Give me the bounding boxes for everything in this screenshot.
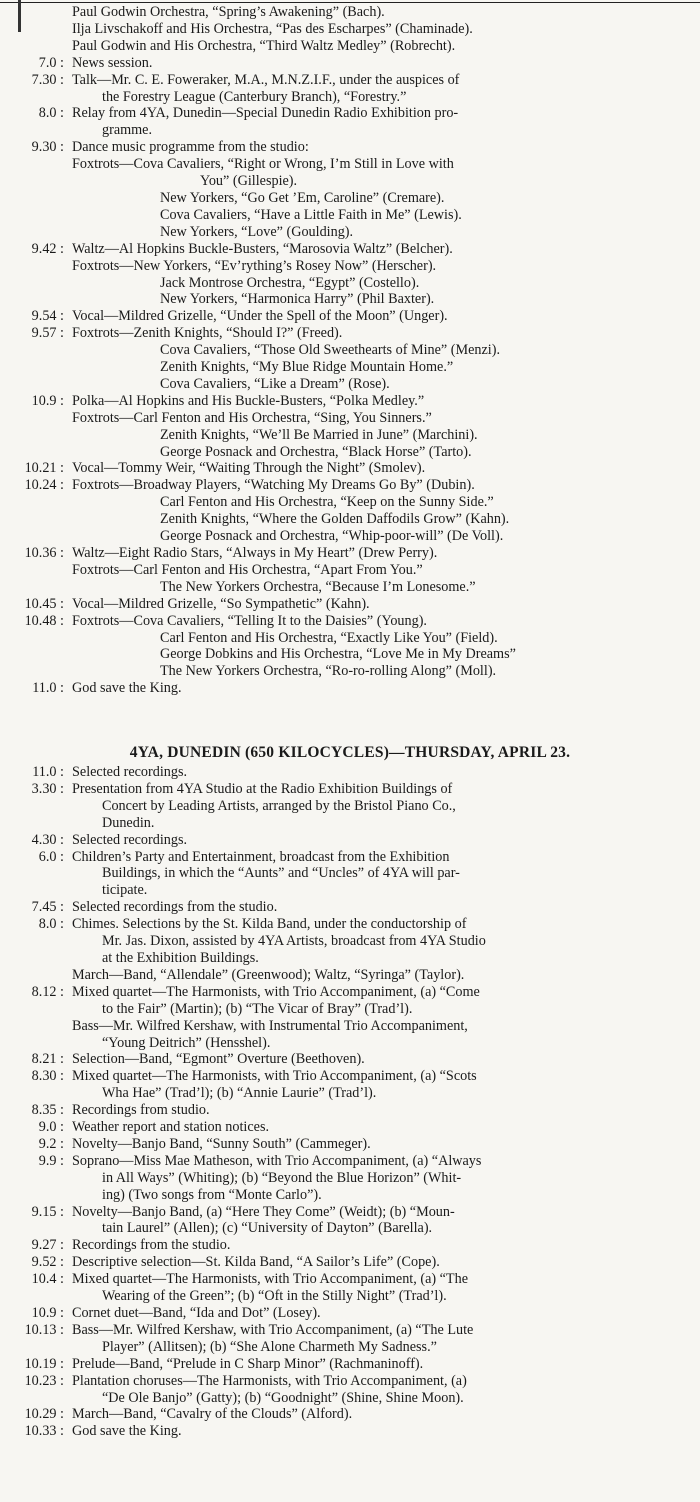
entry-text: Cova Cavaliers, “Like a Dream” (Rose).	[160, 375, 390, 392]
programme-entry	[0, 1322, 700, 1356]
entry-time: 8.12 :	[31, 983, 64, 1000]
entry-line	[0, 308, 700, 325]
entry-text: ing) (Two songs from “Monte Carlo”).	[102, 1186, 322, 1203]
programme-entry	[0, 1305, 700, 1322]
entry-line	[0, 342, 700, 359]
entry-time: 9.15 :	[31, 1203, 64, 1220]
entry-text: Zenith Knights, “My Blue Ridge Mountain Home.”	[160, 359, 454, 376]
entry-time: 10.4 :	[31, 1271, 64, 1288]
entry-time: 9.57 :	[31, 325, 64, 342]
entry-text: Children’s Party and Entertainment, broadcast from the Exhibition	[72, 848, 450, 865]
programme-entry	[0, 1356, 700, 1373]
entry-line	[0, 1373, 700, 1390]
entry-time: 8.0 :	[38, 916, 64, 933]
entry-text: Mixed quartet—The Harmonists, with Trio Accompaniment, (a) “Come	[72, 983, 480, 1000]
entry-text: Cova Cavaliers, “Those Old Sweethearts of Mine” (Menzi).	[160, 342, 501, 359]
entry-line	[0, 1356, 700, 1373]
entry-time: 10.24 :	[24, 477, 64, 494]
entry-line	[0, 224, 700, 241]
entry-line	[0, 38, 700, 55]
programme-entry	[0, 916, 700, 984]
entry-line	[0, 325, 700, 342]
programme-entry	[0, 1102, 700, 1119]
entry-text: Selected recordings from the studio.	[72, 899, 278, 916]
entry-line	[0, 494, 700, 511]
programme-entry	[0, 1153, 700, 1204]
entry-line	[0, 444, 700, 461]
entry-line	[0, 815, 700, 832]
entry-text: Foxtrots—Carl Fenton and His Orchestra, “Apart From You.”	[72, 561, 423, 578]
entry-text: in All Ways” (Whiting); (b) “Beyond the Blue Horizon” (Whit-	[102, 1169, 462, 1186]
entry-time: 10.29 :	[24, 1406, 64, 1423]
entry-text: News session.	[72, 54, 153, 71]
entry-line	[0, 680, 700, 697]
entry-text: Foxtrots—Carl Fenton and His Orchestra, “Sing, You Sinners.”	[72, 409, 432, 426]
entry-text: Novelty—Banjo Band, (a) “Here They Come” (Weidt); (b) “Moun-	[72, 1203, 455, 1220]
entry-time: 10.19 :	[24, 1355, 64, 1372]
entry-line	[0, 427, 700, 444]
entry-time: 9.2 :	[38, 1135, 64, 1152]
entry-time: 7.0 :	[38, 54, 64, 71]
entry-time: 10.23 :	[24, 1372, 64, 1389]
entry-text: Bass—Mr. Wilfred Kershaw, with Instrumental Trio Accompaniment,	[72, 1017, 468, 1034]
entry-text: Player” (Allitsen); (b) “She Alone Charmeth My Sadness.”	[102, 1338, 437, 1355]
entry-line	[0, 1406, 700, 1423]
entry-line	[0, 376, 700, 393]
entry-line	[0, 275, 700, 292]
entry-text: God save the King.	[72, 1423, 182, 1440]
programme-entry	[0, 1271, 700, 1305]
entry-line	[0, 1187, 700, 1204]
entry-line	[0, 984, 700, 1001]
entry-time: 9.30 :	[31, 139, 64, 156]
entry-line	[0, 1068, 700, 1085]
entry-text: Ilja Livschakoff and His Orchestra, “Pas des Escharpes” (Chaminade).	[72, 20, 473, 37]
entry-text: George Dobkins and His Orchestra, “Love Me in My Dreams”	[160, 646, 516, 663]
entry-text: at the Exhibition Buildings.	[102, 949, 259, 966]
entry-time: 4.30 :	[31, 831, 64, 848]
entry-line	[0, 562, 700, 579]
programme-entry	[0, 4, 700, 55]
entry-text: Recordings from studio.	[72, 1102, 210, 1119]
entry-line	[0, 55, 700, 72]
entry-time: 8.30 :	[31, 1068, 64, 1085]
entry-time: 10.33 :	[24, 1423, 64, 1440]
entry-line	[0, 1339, 700, 1356]
entry-line	[0, 882, 700, 899]
entry-text: You” (Gillespie).	[200, 173, 298, 190]
entry-text: George Posnack and Orchestra, “Whip-poor-will” (De Voll).	[160, 528, 504, 545]
entry-time: 10.48 :	[24, 612, 64, 629]
entry-line	[0, 4, 700, 21]
entry-text: Selection—Band, “Egmont” Overture (Beethoven).	[72, 1051, 365, 1068]
programme-entry	[0, 1051, 700, 1068]
entry-line	[0, 173, 700, 190]
entry-text: Buildings, in which the “Aunts” and “Uncles” of 4YA will par-	[102, 865, 460, 882]
entry-text: Wearing of the Green”; (b) “Oft in the Stilly Night” (Trad’l).	[102, 1288, 447, 1305]
entry-text: Vocal—Mildred Grizelle, “So Sympathetic” (Kahn).	[72, 595, 370, 612]
entry-text: the Forestry League (Canterbury Branch), “Forestry.”	[102, 88, 407, 105]
entry-text: Selected recordings.	[72, 831, 188, 848]
entry-text: Foxtrots—Cova Cavaliers, “Telling It to the Daisies” (Young).	[72, 612, 427, 629]
entry-line	[0, 646, 700, 663]
entry-text: Waltz—Eight Radio Stars, “Always in My Heart” (Drew Perry).	[72, 545, 438, 561]
programme-entry	[0, 139, 700, 240]
entry-text: tain Laurel” (Allen); (c) “University of Dayton” (Barella).	[102, 1220, 433, 1237]
programme-entry	[0, 55, 700, 72]
entry-line	[0, 630, 700, 647]
entry-line	[0, 1390, 700, 1407]
entry-text: Paul Godwin and His Orchestra, “Third Waltz Medley” (Robrecht).	[72, 37, 456, 54]
programme-entry	[0, 393, 700, 461]
entry-time: 7.45 :	[31, 899, 64, 916]
programme-entry	[0, 613, 700, 681]
entry-text: The New Yorkers Orchestra, “Because I’m Lonesome.”	[160, 578, 476, 595]
entry-text: Jack Montrose Orchestra, “Egypt” (Costello).	[160, 274, 420, 291]
station-heading: 4YA, DUNEDIN (650 KILOCYCLES)—THURSDAY, APRIL 23.	[129, 744, 571, 761]
entry-time: 3.30 :	[31, 780, 64, 797]
entry-line	[0, 139, 700, 156]
entry-text: to the Fair” (Martin); (b) “The Vicar of Bray” (Trad’l).	[102, 1000, 413, 1017]
entry-text: New Yorkers, “Go Get ’Em, Caroline” (Cremare).	[160, 189, 445, 206]
entry-time: 9.27 :	[31, 1237, 64, 1254]
entry-line	[0, 1322, 700, 1339]
entry-text: Waltz—Al Hopkins Buckle-Busters, “Marosovia Waltz” (Belcher).	[72, 240, 453, 257]
entry-text: Relay from 4YA, Dunedin—Special Dunedin Radio Exhibition pro-	[72, 105, 459, 122]
entry-time: 9.0 :	[38, 1119, 64, 1136]
entry-text: Carl Fenton and His Orchestra, “Keep on the Sunny Side.”	[160, 494, 494, 511]
entry-text: Plantation choruses—The Harmonists, with Trio Accompaniment, (a)	[72, 1372, 467, 1389]
entry-line	[0, 1136, 700, 1153]
entry-text: Mr. Jas. Dixon, assisted by 4YA Artists, broadcast from 4YA Studio	[102, 933, 486, 950]
entry-time: 9.42 :	[31, 240, 64, 257]
entry-time: 10.13 :	[24, 1321, 64, 1338]
entry-line	[0, 916, 700, 933]
programme-entry	[0, 1254, 700, 1271]
programme-entry	[0, 1119, 700, 1136]
entry-line	[0, 579, 700, 596]
programme-entry	[0, 680, 700, 697]
entry-text: Carl Fenton and His Orchestra, “Exactly Like You” (Field).	[160, 629, 498, 646]
programme-entry	[0, 984, 700, 1052]
programme-entry	[0, 1237, 700, 1254]
entry-line	[0, 190, 700, 207]
entry-time: 9.54 :	[31, 308, 64, 325]
entry-line	[0, 241, 700, 258]
entry-text: Cornet duet—Band, “Ida and Dot” (Losey).	[72, 1305, 321, 1321]
entry-text: Vocal—Mildred Grizelle, “Under the Spell of the Moon” (Unger).	[72, 308, 448, 325]
entry-line	[0, 1204, 700, 1221]
entry-text: Recordings from the studio.	[72, 1237, 231, 1254]
entry-line	[0, 393, 700, 410]
entry-line	[0, 528, 700, 545]
programme-entry	[0, 1423, 700, 1440]
entry-time: 10.45 :	[24, 595, 64, 612]
entry-text: “Young Deitrich” (Hensshel).	[102, 1034, 271, 1051]
entry-line	[0, 1170, 700, 1187]
programme-entry	[0, 1406, 700, 1423]
entry-text: Polka—Al Hopkins and His Buckle-Busters, “Polka Medley.”	[72, 392, 425, 409]
entry-line	[0, 89, 700, 106]
entry-text: Foxtrots—New Yorkers, “Ev’rything’s Rosey Now” (Herscher).	[72, 257, 437, 274]
entry-line	[0, 1153, 700, 1170]
entry-text: Wha Hae” (Trad’l); (b) “Annie Laurie” (Trad’l).	[102, 1085, 377, 1102]
entry-line	[0, 410, 700, 427]
programme-entry	[0, 764, 700, 781]
entry-text: Dance music programme from the studio:	[72, 139, 309, 156]
programme-entry	[0, 781, 700, 832]
entry-line	[0, 1001, 700, 1018]
programme-entry	[0, 899, 700, 916]
programme-entry	[0, 325, 700, 393]
entry-time: 11.0 :	[32, 764, 64, 780]
entry-text: gramme.	[102, 122, 153, 139]
entry-line	[0, 933, 700, 950]
entry-text: Dunedin.	[102, 814, 155, 831]
entry-text: Soprano—Miss Mae Matheson, with Trio Accompaniment, (a) “Always	[72, 1152, 482, 1169]
entry-line	[0, 781, 700, 798]
programme-4ya	[0, 764, 700, 1440]
programme-entry	[0, 460, 700, 477]
entry-line	[0, 511, 700, 528]
entry-text: Descriptive selection—St. Kilda Band, “A Sailor’s Life” (Cope).	[72, 1254, 440, 1271]
entry-text: The New Yorkers Orchestra, “Ro-ro-rolling Along” (Moll).	[160, 663, 497, 680]
entry-line	[0, 1254, 700, 1271]
entry-line	[0, 105, 700, 122]
entry-line	[0, 613, 700, 630]
entry-time: 8.21 :	[31, 1051, 64, 1068]
entry-line	[0, 1051, 700, 1068]
entry-line	[0, 122, 700, 139]
entry-time: 11.0 :	[32, 680, 64, 697]
entry-time: 10.36 :	[24, 545, 64, 561]
entry-line	[0, 21, 700, 38]
entry-time: 9.52 :	[31, 1254, 64, 1271]
programme-entry	[0, 545, 700, 596]
entry-line	[0, 359, 700, 376]
entry-line	[0, 258, 700, 275]
programme-entry	[0, 477, 700, 545]
entry-text: Zenith Knights, “Where the Golden Daffodils Grow” (Kahn).	[160, 511, 510, 528]
entry-line	[0, 1271, 700, 1288]
entry-line	[0, 849, 700, 866]
entry-line	[0, 1085, 700, 1102]
entry-time: 9.9 :	[38, 1152, 64, 1169]
programme-entry	[0, 596, 700, 613]
entry-text: Concert by Leading Artists, arranged by the Bristol Piano Co.,	[102, 797, 456, 814]
programme-entry	[0, 72, 700, 106]
entry-line	[0, 1018, 700, 1035]
programme-entry	[0, 241, 700, 309]
entry-line	[0, 1220, 700, 1237]
entry-text: Foxtrots—Broadway Players, “Watching My Dreams Go By” (Dubin).	[72, 477, 475, 494]
entry-text: Chimes. Selections by the St. Kilda Band, under the conductorship of	[72, 916, 467, 933]
entry-text: Paul Godwin Orchestra, “Spring’s Awakening” (Bach).	[72, 4, 385, 20]
entry-text: George Posnack and Orchestra, “Black Horse” (Tarto).	[160, 443, 472, 460]
entry-text: Vocal—Tommy Weir, “Waiting Through the Night” (Smolev).	[72, 460, 426, 477]
programme-entry	[0, 1068, 700, 1102]
programme-entry	[0, 1373, 700, 1407]
entry-line	[0, 950, 700, 967]
programme-3ya	[0, 4, 700, 697]
entry-time: 10.9 :	[31, 392, 64, 409]
entry-time: 10.9 :	[31, 1305, 64, 1321]
entry-line	[0, 798, 700, 815]
top-rule	[0, 2, 700, 3]
entry-text: “De Ole Banjo” (Gatty); (b) “Goodnight” (Shine, Shine Moon).	[102, 1389, 464, 1406]
entry-text: Presentation from 4YA Studio at the Radio Exhibition Buildings of	[72, 780, 453, 797]
entry-line	[0, 596, 700, 613]
entry-line	[0, 832, 700, 849]
programme-entry	[0, 105, 700, 139]
entry-text: Novelty—Banjo Band, “Sunny South” (Cammeger).	[72, 1135, 371, 1152]
entry-text: Talk—Mr. C. E. Foweraker, M.A., M.N.Z.I.F., under the auspices of	[72, 71, 460, 88]
entry-line	[0, 207, 700, 224]
entry-text: New Yorkers, “Love” (Goulding).	[160, 223, 354, 240]
entry-text: Foxtrots—Cova Cavaliers, “Right or Wrong, I’m Still in Love with	[72, 156, 454, 173]
entry-time: 8.0 :	[38, 105, 64, 122]
entry-text: New Yorkers, “Harmonica Harry” (Phil Baxter).	[160, 291, 435, 308]
entry-time: 8.35 :	[31, 1102, 64, 1119]
entry-text: March—Band, “Cavalry of the Clouds” (Alford).	[72, 1406, 353, 1423]
entry-text: Bass—Mr. Wilfred Kershaw, with Trio Accompaniment, (a) “The Lute	[72, 1321, 474, 1338]
programme-entry	[0, 1136, 700, 1153]
entry-line	[0, 460, 700, 477]
entry-line	[0, 1288, 700, 1305]
entry-line	[0, 1237, 700, 1254]
entry-text: Zenith Knights, “We’ll Be Married in June” (Marchini).	[160, 426, 478, 443]
entry-text: Foxtrots—Zenith Knights, “Should I?” (Freed).	[72, 325, 343, 342]
entry-text: Weather report and station notices.	[72, 1119, 270, 1136]
entry-line	[0, 663, 700, 680]
entry-text: Prelude—Band, “Prelude in C Sharp Minor” (Rachmaninoff).	[72, 1355, 424, 1372]
entry-text: Cova Cavaliers, “Have a Little Faith in Me” (Lewis).	[160, 206, 462, 223]
entry-line	[0, 545, 700, 562]
entry-line	[0, 291, 700, 308]
entry-line	[0, 156, 700, 173]
entry-text: God save the King.	[72, 680, 182, 697]
entry-time: 7.30 :	[31, 71, 64, 88]
entry-line	[0, 477, 700, 494]
entry-line	[0, 72, 700, 89]
entry-line	[0, 1305, 700, 1322]
entry-time: 6.0 :	[38, 848, 64, 865]
entry-line	[0, 899, 700, 916]
entry-line	[0, 1035, 700, 1052]
entry-line	[0, 1102, 700, 1119]
entry-time: 10.21 :	[24, 460, 64, 477]
entry-text: Mixed quartet—The Harmonists, with Trio Accompaniment, (a) “Scots	[72, 1068, 477, 1085]
entry-line	[0, 1119, 700, 1136]
programme-entry	[0, 849, 700, 900]
entry-line	[0, 865, 700, 882]
entry-text: Selected recordings.	[72, 764, 188, 780]
entry-text: Mixed quartet—The Harmonists, with Trio Accompaniment, (a) “The	[72, 1271, 468, 1288]
entry-line	[0, 1423, 700, 1440]
entry-text: ticipate.	[102, 882, 148, 899]
programme-entry	[0, 308, 700, 325]
entry-line	[0, 764, 700, 781]
entry-text: March—Band, “Allendale” (Greenwood); Waltz, “Syringa” (Taylor).	[72, 966, 465, 983]
programme-entry	[0, 832, 700, 849]
entry-line	[0, 967, 700, 984]
programme-entry	[0, 1204, 700, 1238]
